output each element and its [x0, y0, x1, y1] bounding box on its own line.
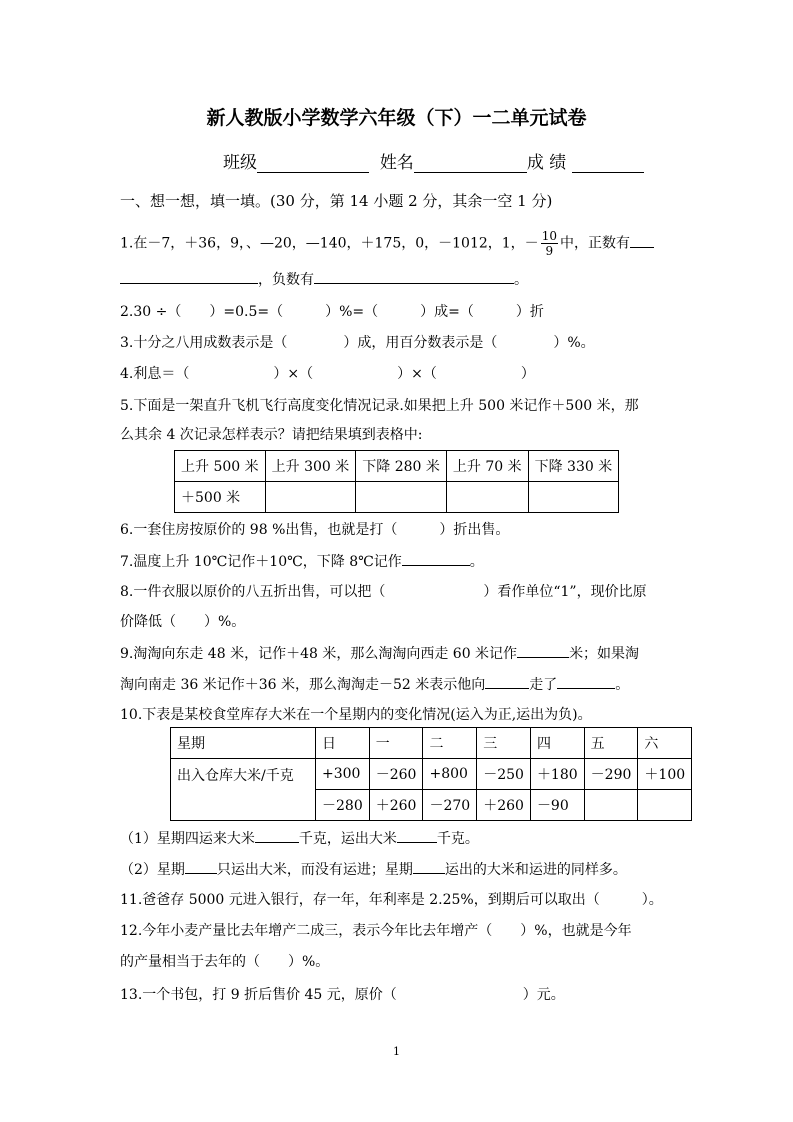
table-cell: －90	[530, 790, 584, 821]
q9-blank-2[interactable]	[485, 674, 529, 689]
fraction-denominator: 9	[545, 244, 554, 258]
q10-1-blank-1[interactable]	[255, 828, 299, 843]
positive-blank-cont[interactable]	[120, 269, 258, 284]
table-cell: －290	[584, 759, 638, 790]
question-1-line-2	[120, 269, 528, 290]
q9-text: 米；如果淘	[569, 646, 640, 662]
table-cell	[638, 790, 692, 821]
positive-blank[interactable]	[630, 233, 654, 248]
name-label: 姓名	[379, 153, 414, 173]
answer-cell[interactable]	[528, 482, 619, 513]
question-13: 13.一个书包，打 9 折后售价 45 元，原价（ ）元。	[120, 987, 565, 1003]
question-11: 11.爸爸存 5000 元进入银行，存一年，年利率是 2.25%，到期后可以取出（ ）。	[120, 892, 663, 908]
q9-end: 。	[615, 677, 630, 693]
negative-blank[interactable]	[314, 269, 514, 284]
q10-2-text: 只运出大米，而没有运进；星期	[216, 862, 413, 878]
score-label: 成 绩	[526, 153, 567, 173]
question-9-line-2	[120, 674, 629, 695]
q9-blank-1[interactable]	[517, 643, 569, 658]
table-row	[171, 759, 692, 790]
table-cell: －260	[369, 759, 423, 790]
q10-1-text: 千克。	[436, 831, 479, 847]
q10-2-blank-2[interactable]	[413, 859, 445, 874]
q10-2-text: 运出的大米和运进的同样多。	[444, 862, 627, 878]
class-blank[interactable]	[257, 154, 369, 173]
table-cell	[584, 790, 638, 821]
page-title: 新人教版小学数学六年级（下）一二单元试卷	[206, 107, 587, 129]
question-5-line-2: 么其余 4 次记录怎样表示？请把结果填到表格中:	[120, 427, 423, 443]
q1-text-positive: 中，正数有	[559, 235, 630, 252]
table-cell: ＋180	[530, 759, 584, 790]
question-8-line-1: 8.一件衣服以原价的八五折出售，可以把（ ）看作单位“1”，现价比原	[120, 584, 647, 600]
question-4: 4.利息＝（ ）×（ ）×（ ）	[120, 366, 535, 382]
q10-2-blank-1[interactable]	[185, 859, 217, 874]
table-header-cell: 上升 300 米	[265, 451, 356, 482]
class-label: 班级	[223, 153, 257, 173]
q1-end: 。	[514, 272, 528, 288]
q10-2-text: （2）星期	[120, 862, 185, 878]
q7-text: 7.温度上升 10℃记作＋10℃，下降 8℃记作	[120, 554, 402, 570]
q1-text-negative: ，负数有	[258, 272, 314, 288]
question-3: 3.十分之八用成数表示是（ ）成，用百分数表示是（ ）%。	[120, 335, 595, 351]
q9-text: 走了	[529, 677, 558, 693]
q7-end: 。	[469, 554, 484, 570]
question-12-line-2: 的产量相当于去年的（ ）%。	[120, 954, 330, 970]
table-cell: +800	[423, 759, 477, 790]
answer-cell[interactable]	[446, 482, 528, 513]
table-header-cell: 下降 330 米	[528, 451, 619, 482]
table-cell: ＋260	[369, 790, 423, 821]
table-cell: ＋260	[477, 790, 531, 821]
question-7	[120, 551, 484, 572]
question-10: 10.下表是某校食堂库存大米在一个星期内的变化情况(运入为正,运出为负)。	[120, 707, 592, 723]
question-9-line-1	[120, 643, 639, 664]
q1-text: 1.在－7，＋36，9，、—20，—140，＋175，0，－1012，1，－	[120, 235, 539, 252]
table-header-cell: 一	[369, 728, 423, 759]
answer-cell[interactable]	[265, 482, 356, 513]
score-blank[interactable]	[572, 154, 644, 173]
answer-cell[interactable]	[356, 482, 447, 513]
table-row	[175, 451, 619, 482]
row-label-cell: 出入仓库大米/千克	[171, 759, 316, 821]
page-number: 1	[393, 1045, 400, 1058]
question-10-2	[120, 859, 627, 880]
q9-text: 9.淘淘向东走 48 米，记作＋48 米，那么淘淘向西走 60 米记作	[120, 646, 518, 662]
q10-1-blank-2[interactable]	[397, 828, 437, 843]
table-row	[175, 482, 619, 513]
section-1-heading: 一、想一想，填一填。(30 分，第 14 小题 2 分，其余一空 1 分)	[120, 192, 553, 210]
student-info-line	[223, 148, 644, 173]
table-header-cell: 二	[423, 728, 477, 759]
table-cell: －250	[477, 759, 531, 790]
question-6: 6.一套住房按原价的 98 %出售，也就是打（ ）折出售。	[120, 522, 510, 538]
q9-text: 淘向南走 36 米记作＋36 米，那么淘淘走－52 米表示他向	[120, 677, 486, 693]
fraction-numerator: 10	[541, 229, 557, 243]
rice-stock-table	[170, 727, 692, 821]
table-header-cell: 五	[584, 728, 638, 759]
table-header-cell: 星期	[171, 728, 316, 759]
question-5-line-1: 5.下面是一架直升飞机飞行高度变化情况记录.如果把上升 500 米记作＋500 米，那	[120, 398, 639, 414]
name-blank[interactable]	[414, 154, 527, 173]
table-cell: ＋500 米	[175, 482, 266, 513]
question-1-line-1	[120, 229, 654, 258]
question-10-1	[120, 828, 479, 849]
q10-1-text: 千克，运出大米	[298, 831, 397, 847]
table-cell: －270	[423, 790, 477, 821]
q10-1-text: （1）星期四运来大米	[120, 831, 255, 847]
table-cell: ＋100	[638, 759, 692, 790]
question-8-line-2: 价降低（ ）%。	[120, 614, 246, 630]
table-header-cell: 四	[530, 728, 584, 759]
table-row	[171, 728, 692, 759]
table-cell: +300	[316, 759, 370, 790]
q7-blank[interactable]	[402, 551, 470, 566]
question-12-line-1: 12.今年小麦产量比去年增产二成三，表示今年比去年增产（ ）%，也就是今年	[120, 923, 632, 939]
altitude-table	[174, 450, 619, 513]
table-header-cell: 六	[638, 728, 692, 759]
table-header-cell: 日	[316, 728, 370, 759]
question-2: 2.30 ÷（ ）=0.5=（ ）%=（ ）成=（ ）折	[120, 304, 544, 320]
table-cell: －280	[316, 790, 370, 821]
table-header-cell: 下降 280 米	[356, 451, 447, 482]
table-header-cell: 三	[477, 728, 531, 759]
table-header-cell: 上升 500 米	[175, 451, 266, 482]
table-header-cell: 上升 70 米	[446, 451, 528, 482]
q9-blank-3[interactable]	[557, 674, 615, 689]
fraction	[541, 229, 558, 258]
